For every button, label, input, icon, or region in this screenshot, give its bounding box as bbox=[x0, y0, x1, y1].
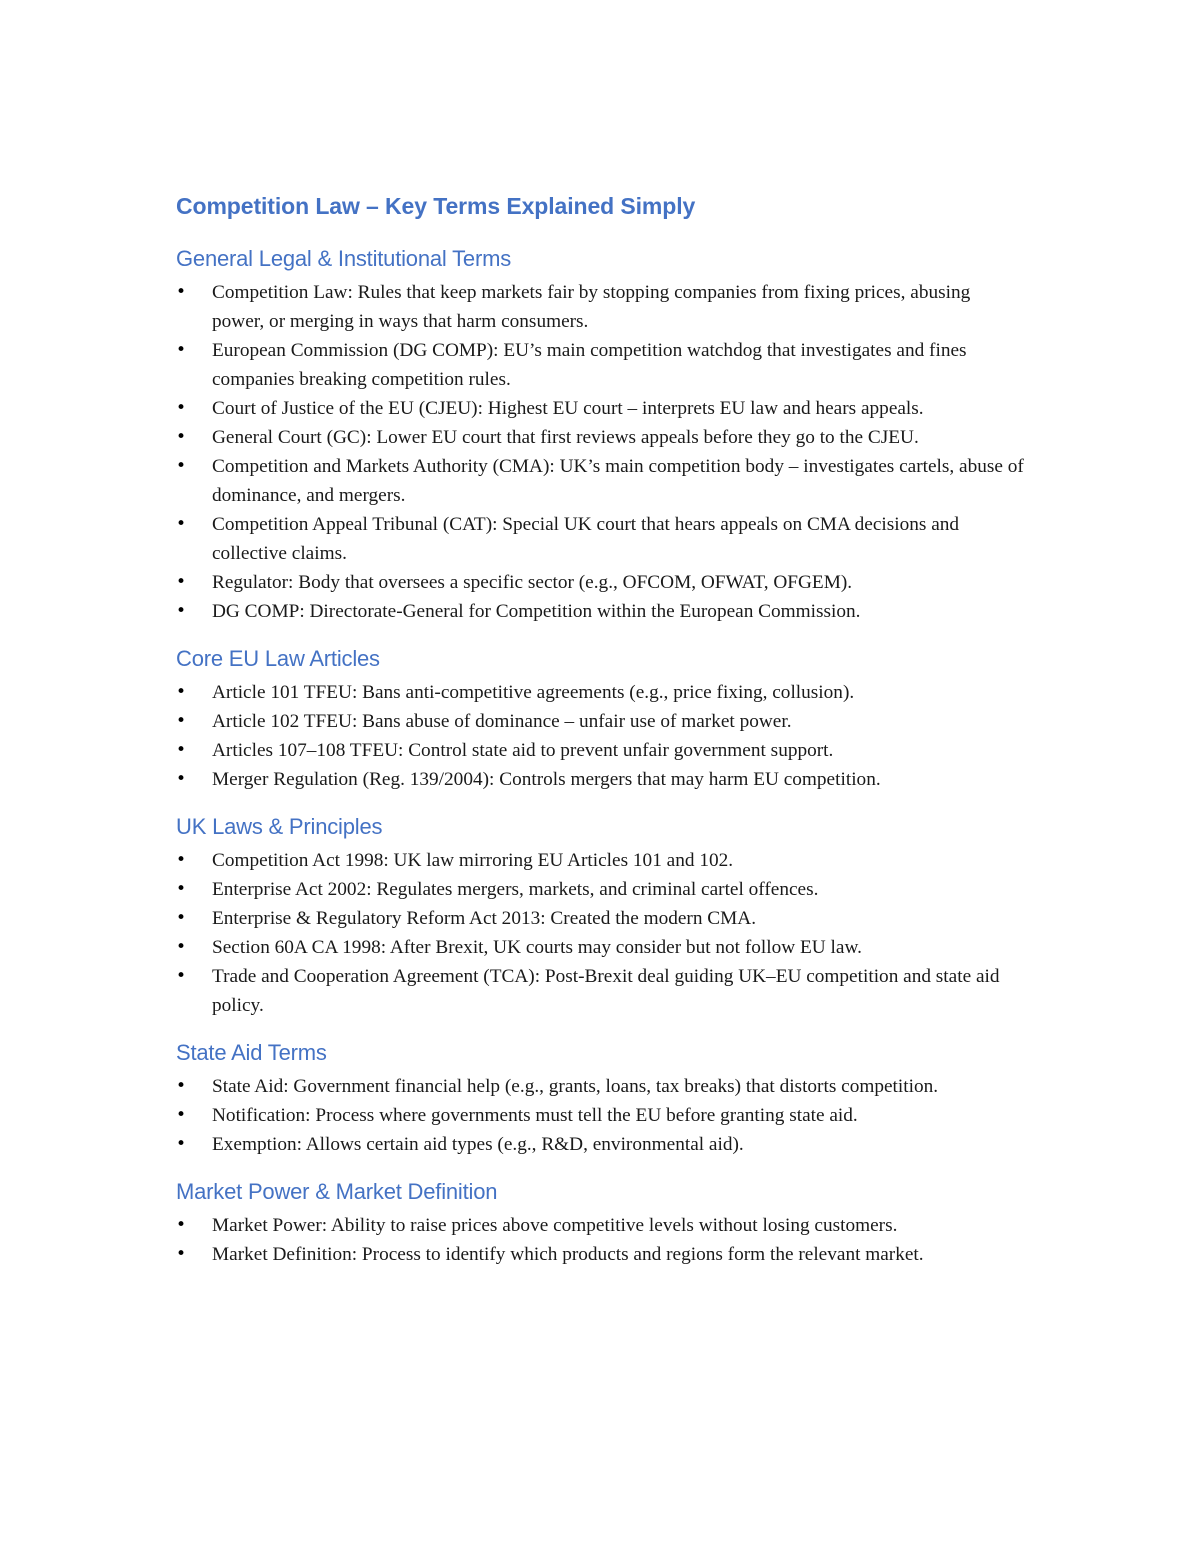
bullet-icon: • bbox=[176, 908, 187, 928]
list-item bbox=[176, 510, 1026, 568]
list-item bbox=[176, 278, 1026, 336]
list-item-text: Market Definition: Process to identify which products and regions form the relevant market. bbox=[212, 1244, 924, 1265]
bullet-icon: • bbox=[176, 682, 187, 702]
list-item-text: Section 60A CA 1998: After Brexit, UK courts may consider but not follow EU law. bbox=[212, 937, 862, 958]
list-item bbox=[176, 568, 1026, 597]
list-item-text: Regulator: Body that oversees a specific sector (e.g., OFCOM, OFWAT, OFGEM). bbox=[212, 572, 853, 593]
list-item bbox=[176, 846, 1026, 875]
document-title: Competition Law – Key Terms Explained Simply bbox=[176, 193, 696, 219]
list-item-text: Competition Law: Rules that keep markets fair by stopping companies from fixing prices, abusing power, or merging in ways that harm consumers. bbox=[212, 282, 971, 332]
list-item-text: European Commission (DG COMP): EU’s main competition watchdog that investigates and fines companies breaking competition rules. bbox=[212, 340, 967, 390]
list-item-text: Article 101 TFEU: Bans anti-competitive agreements (e.g., price fixing, collusion). bbox=[212, 682, 855, 703]
list-item bbox=[176, 1240, 1026, 1269]
section-heading: State Aid Terms bbox=[176, 1040, 327, 1065]
list-item-text: Articles 107–108 TFEU: Control state aid to prevent unfair government support. bbox=[212, 740, 834, 761]
bullet-icon: • bbox=[176, 1134, 187, 1154]
bullet-icon: • bbox=[176, 966, 187, 986]
list-item-text: Merger Regulation (Reg. 139/2004): Controls mergers that may harm EU competition. bbox=[212, 769, 881, 790]
list-item bbox=[176, 394, 1026, 423]
term-list bbox=[176, 1072, 1026, 1159]
term-list bbox=[176, 1211, 1026, 1269]
list-item bbox=[176, 962, 1026, 1020]
list-item-text: DG COMP: Directorate-General for Competition within the European Commission. bbox=[212, 601, 861, 622]
list-item bbox=[176, 336, 1026, 394]
list-item-text: State Aid: Government financial help (e.g., grants, loans, tax breaks) that distorts competition. bbox=[212, 1076, 939, 1097]
section-general-legal-terms bbox=[176, 244, 1026, 626]
list-item bbox=[176, 1101, 1026, 1130]
list-item-text: Trade and Cooperation Agreement (TCA): Post-Brexit deal guiding UK–EU competition and state aid policy. bbox=[212, 966, 1000, 1016]
term-list bbox=[176, 846, 1026, 1020]
section-uk-laws-principles bbox=[176, 812, 1026, 1020]
section-state-aid-terms bbox=[176, 1038, 1026, 1159]
list-item bbox=[176, 423, 1026, 452]
bullet-icon: • bbox=[176, 1076, 187, 1096]
bullet-icon: • bbox=[176, 340, 187, 360]
list-item-text: Article 102 TFEU: Bans abuse of dominance – unfair use of market power. bbox=[212, 711, 792, 732]
section-core-eu-law-articles bbox=[176, 644, 1026, 794]
list-item-text: Enterprise & Regulatory Reform Act 2013: Created the modern CMA. bbox=[212, 908, 757, 929]
list-item bbox=[176, 678, 1026, 707]
list-item-text: General Court (GC): Lower EU court that first reviews appeals before they go to the CJEU. bbox=[212, 427, 919, 448]
section-market-power-definition bbox=[176, 1177, 1026, 1269]
bullet-icon: • bbox=[176, 850, 187, 870]
list-item-text: Exemption: Allows certain aid types (e.g., R&D, environmental aid). bbox=[212, 1134, 744, 1155]
bullet-icon: • bbox=[176, 879, 187, 899]
list-item-text: Enterprise Act 2002: Regulates mergers, markets, and criminal cartel offences. bbox=[212, 879, 819, 900]
list-item-text: Market Power: Ability to raise prices above competitive levels without losing customers. bbox=[212, 1215, 898, 1236]
list-item-text: Competition and Markets Authority (CMA): UK’s main competition body – investigates cartels, abuse of dominance, and mergers. bbox=[212, 456, 1024, 506]
term-list bbox=[176, 278, 1026, 626]
bullet-icon: • bbox=[176, 1244, 187, 1264]
section-heading: General Legal & Institutional Terms bbox=[176, 246, 511, 271]
document-body bbox=[176, 190, 1026, 1287]
bullet-icon: • bbox=[176, 937, 187, 957]
bullet-icon: • bbox=[176, 514, 187, 534]
list-item-text: Competition Appeal Tribunal (CAT): Special UK court that hears appeals on CMA decisions and collective claims. bbox=[212, 514, 960, 564]
bullet-icon: • bbox=[176, 456, 187, 476]
bullet-icon: • bbox=[176, 601, 187, 621]
section-heading: Market Power & Market Definition bbox=[176, 1179, 498, 1204]
list-item bbox=[176, 1072, 1026, 1101]
bullet-icon: • bbox=[176, 398, 187, 418]
list-item bbox=[176, 875, 1026, 904]
bullet-icon: • bbox=[176, 740, 187, 760]
list-item bbox=[176, 452, 1026, 510]
list-item bbox=[176, 933, 1026, 962]
section-heading: UK Laws & Principles bbox=[176, 814, 383, 839]
list-item bbox=[176, 765, 1026, 794]
list-item bbox=[176, 1211, 1026, 1240]
bullet-icon: • bbox=[176, 282, 187, 302]
list-item bbox=[176, 707, 1026, 736]
list-item bbox=[176, 1130, 1026, 1159]
bullet-icon: • bbox=[176, 427, 187, 447]
list-item-text: Court of Justice of the EU (CJEU): Highest EU court – interprets EU law and hears appeals. bbox=[212, 398, 924, 419]
list-item bbox=[176, 736, 1026, 765]
list-item bbox=[176, 904, 1026, 933]
bullet-icon: • bbox=[176, 711, 187, 731]
bullet-icon: • bbox=[176, 769, 187, 789]
section-heading: Core EU Law Articles bbox=[176, 646, 380, 671]
bullet-icon: • bbox=[176, 1105, 187, 1125]
list-item-text: Notification: Process where governments must tell the EU before granting state aid. bbox=[212, 1105, 858, 1126]
bullet-icon: • bbox=[176, 1215, 187, 1235]
list-item bbox=[176, 597, 1026, 626]
term-list bbox=[176, 678, 1026, 794]
bullet-icon: • bbox=[176, 572, 187, 592]
list-item-text: Competition Act 1998: UK law mirroring EU Articles 101 and 102. bbox=[212, 850, 734, 871]
